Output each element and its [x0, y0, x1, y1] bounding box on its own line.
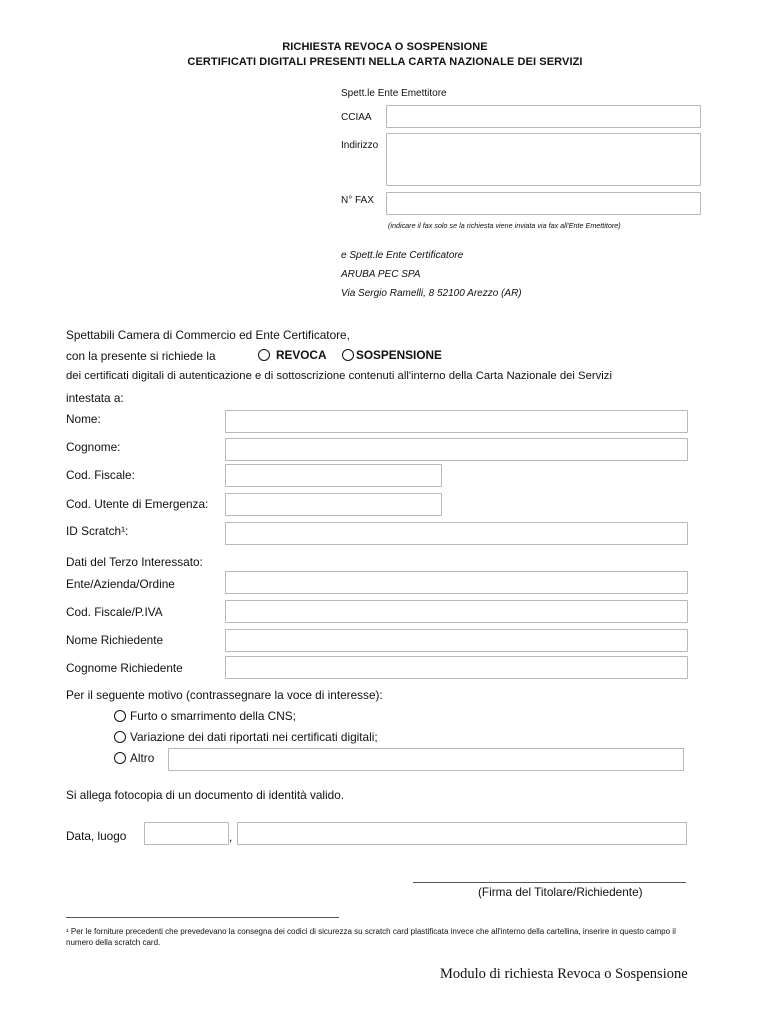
footer-doc-name: Modulo di richiesta Revoca o Sospensione	[440, 966, 688, 982]
title-line-2: CERTIFICATI DIGITALI PRESENTI NELLA CARTA NAZIONALE DEI SERVIZI	[187, 56, 583, 68]
title-line-1: RICHIESTA REVOCA O SOSPENSIONE	[282, 41, 488, 53]
cognome-richiedente-field[interactable]	[225, 656, 688, 679]
fax-field[interactable]	[386, 192, 701, 215]
reason-change-label: Variazione dei dati riportati nei certificati digitali;	[130, 730, 378, 744]
cf-field[interactable]	[225, 464, 442, 487]
nome-richiedente-label: Nome Richiedente	[66, 633, 164, 647]
cognome-field[interactable]	[225, 438, 688, 461]
footnote: ¹ Per le forniture precedenti che prevedevano la consegna dei codici di sicurezza su scratch card plastificata invece che all'interno della cartellina, inserire in questo campo il numero della scratch card.	[66, 927, 676, 947]
cf-piva-label: Cod. Fiscale/P.IVA	[66, 605, 163, 619]
nome-field[interactable]	[225, 410, 688, 433]
scratch-id-field[interactable]	[225, 522, 688, 545]
sospensione-label: SOSPENSIONE	[356, 348, 442, 362]
reason-other-label: Altro	[130, 751, 155, 765]
attachment-note: Si allega fotocopia di un documento di identità valido.	[66, 788, 345, 802]
reason-theft-radio[interactable]	[114, 710, 126, 722]
certifier-line-1: e Spett.le Ente Certificatore	[341, 250, 464, 261]
reason-change-radio[interactable]	[114, 731, 126, 743]
third-party-heading: Dati del Terzo Interessato:	[66, 555, 203, 569]
cognome-label: Cognome:	[66, 440, 121, 454]
reason-other-field[interactable]	[168, 748, 684, 771]
revoca-label: REVOCA	[276, 348, 327, 362]
sospensione-radio[interactable]	[342, 349, 354, 361]
place-field[interactable]	[237, 822, 687, 845]
date-place-separator: ,	[229, 830, 233, 844]
footnote-divider	[66, 917, 339, 918]
date-field[interactable]	[144, 822, 229, 845]
request-prefix: con la presente si richiede la	[66, 349, 216, 363]
intestata: intestata a:	[66, 391, 124, 405]
issuer-heading: Spett.le Ente Emettitore	[341, 88, 447, 99]
salutation: Spettabili Camera di Commercio ed Ente Certificatore,	[66, 328, 350, 342]
emergency-code-label: Cod. Utente di Emergenza:	[66, 497, 209, 511]
revoca-radio[interactable]	[258, 349, 270, 361]
reason-heading: Per il seguente motivo (contrassegnare la voce di interesse):	[66, 688, 383, 702]
signature-caption: (Firma del Titolare/Richiedente)	[478, 885, 643, 899]
cf-piva-field[interactable]	[225, 600, 688, 623]
address-label: Indirizzo	[341, 140, 379, 151]
cciaa-label: CCIAA	[341, 112, 372, 123]
ente-label: Ente/Azienda/Ordine	[66, 577, 175, 591]
fax-label: N° FAX	[341, 195, 374, 206]
signature-line[interactable]	[413, 882, 686, 883]
cognome-richiedente-label: Cognome Richiedente	[66, 661, 183, 675]
cciaa-field[interactable]	[386, 105, 701, 128]
fax-note: (indicare il fax solo se la richiesta viene inviata via fax all'Ente Emettitore)	[388, 221, 621, 230]
cf-label: Cod. Fiscale:	[66, 468, 135, 482]
address-field[interactable]	[386, 133, 701, 186]
emergency-code-field[interactable]	[225, 493, 442, 516]
nome-richiedente-field[interactable]	[225, 629, 688, 652]
scratch-id-label: ID Scratch¹:	[66, 524, 129, 538]
ente-field[interactable]	[225, 571, 688, 594]
nome-label: Nome:	[66, 412, 101, 426]
reason-other-radio[interactable]	[114, 752, 126, 764]
reason-theft-label: Furto o smarrimento della CNS;	[130, 709, 296, 723]
certifier-line-3: Via Sergio Ramelli, 8 52100 Arezzo (AR)	[341, 288, 522, 299]
date-place-label: Data, luogo	[66, 829, 127, 843]
certifier-line-2: ARUBA PEC SPA	[341, 269, 421, 280]
description: dei certificati digitali di autenticazione e di sottoscrizione contenuti all'interno della Carta Nazionale dei Servizi	[66, 370, 612, 382]
